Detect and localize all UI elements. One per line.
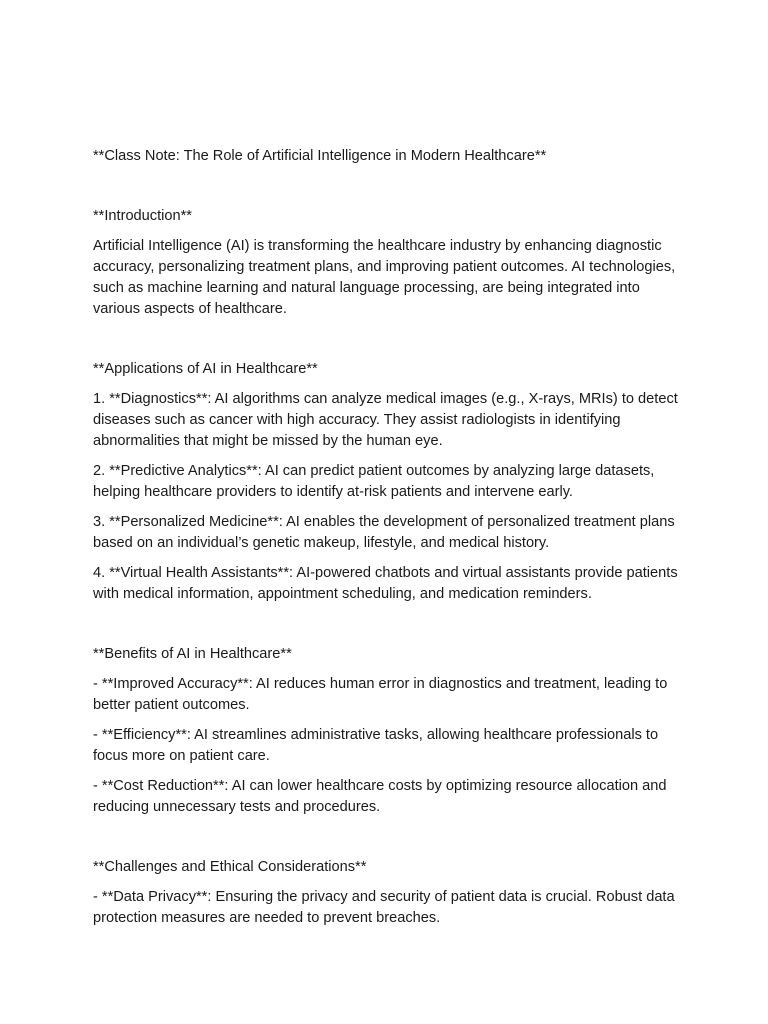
benefits-item-cost-reduction: - **Cost Reduction**: AI can lower healthcare costs by optimizing resource allocation and reducing unnecessary tests and procedures. — [93, 778, 667, 815]
applications-heading: **Applications of AI in Healthcare** — [93, 361, 318, 377]
applications-item-virtual-health-assistants: 4. **Virtual Health Assistants**: AI-powered chatbots and virtual assistants provide patients with medical information, appointment scheduling, and medication reminders. — [93, 565, 678, 602]
applications-item-personalized-medicine: 3. **Personalized Medicine**: AI enables the development of personalized treatment plans based on an individual’s genetic makeup, lifestyle, and medical history. — [93, 514, 675, 551]
introduction-heading: **Introduction** — [93, 208, 192, 224]
applications-item-diagnostics: 1. **Diagnostics**: AI algorithms can analyze medical images (e.g., X-rays, MRIs) to detect diseases such as cancer with high accuracy. They assist radiologists in identifying abnormalities that might be missed by the human eye. — [93, 391, 678, 449]
benefits-item-improved-accuracy: - **Improved Accuracy**: AI reduces human error in diagnostics and treatment, leading to better patient outcomes. — [93, 676, 668, 713]
challenges-item-data-privacy: - **Data Privacy**: Ensuring the privacy and security of patient data is crucial. Robust data protection measures are needed to prevent breaches. — [93, 889, 675, 926]
applications-item-predictive-analytics: 2. **Predictive Analytics**: AI can predict patient outcomes by analyzing large datasets, helping healthcare providers to identify at-risk patients and intervene early. — [93, 463, 655, 500]
benefits-item-efficiency: - **Efficiency**: AI streamlines administrative tasks, allowing healthcare professionals to focus more on patient care. — [93, 727, 659, 764]
challenges-heading: **Challenges and Ethical Considerations** — [93, 859, 367, 875]
document-title: **Class Note: The Role of Artificial Intelligence in Modern Healthcare** — [93, 148, 547, 164]
benefits-heading: **Benefits of AI in Healthcare** — [93, 646, 292, 662]
document-page — [93, 146, 683, 938]
introduction-body: Artificial Intelligence (AI) is transforming the healthcare industry by enhancing diagnostic accuracy, personalizing treatment plans, and improving patient outcomes. AI technologies, such as machine learning and natural language processing, are being integrated into various aspects of healthcare. — [93, 238, 676, 317]
